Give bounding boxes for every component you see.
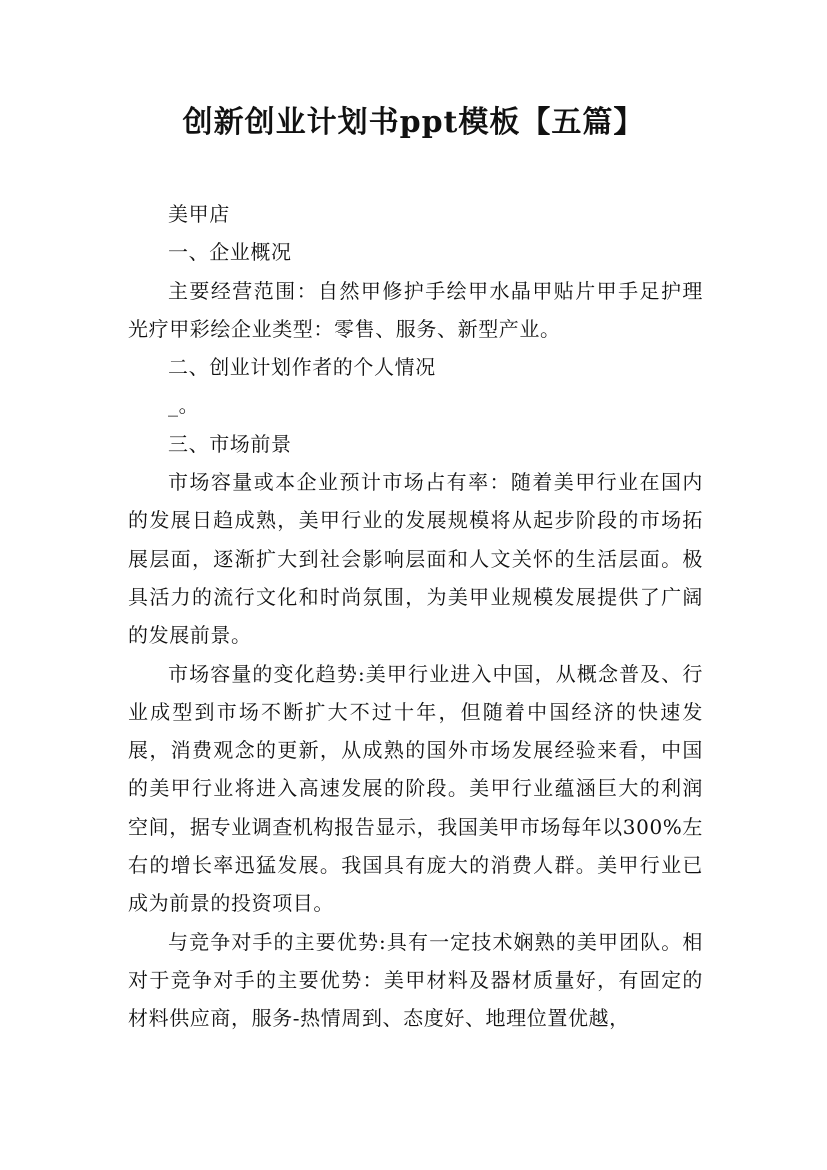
heading-shop-name: 美甲店 [168,202,230,226]
paragraph-author-placeholder: _。 [168,393,200,418]
document-body [128,195,703,1038]
paragraph-business-scope: 主要经营范围：自然甲修护手绘甲水晶甲贴片甲手足护理光疗甲彩绘企业类型：零售、服务、新型产业。 [128,278,703,341]
paragraph-market-share: 市场容量或本企业预计市场占有率：随着美甲行业在国内的发展日趋成熟，美甲行业的发展规模将从起步阶段的市场拓展层面，逐渐扩大到社会影响层面和人文关怀的生活层面。极具活力的流行文化和时尚氛围，为美甲业规模发展提供了广阔的发展前景。 [128,470,703,648]
paragraph-market-trend: 市场容量的变化趋势:美甲行业进入中国，从概念普及、行业成型到市场不断扩大不过十年，但随着中国经济的快速发展，消费观念的更新，从成熟的国外市场发展经验来看，中国的美甲行业将进入高速发展的阶段。美甲行业蕴涵巨大的利润空间，据专业调查机构报告显示，我国美甲市场每年以300%左右的增长率迅猛发展。我国具有庞大的消费人群。美甲行业已成为前景的投资项目。 [128,661,703,916]
section-heading-author-info: 二、创业计划作者的个人情况 [168,355,436,380]
section-heading-market-outlook: 三、市场前景 [168,431,292,456]
paragraph-competitive-advantage: 与竞争对手的主要优势:具有一定技术娴熟的美甲团队。相对于竞争对手的主要优势：美甲材料及器材质量好，有固定的材料供应商，服务-热情周到、态度好、地理位置优越， [128,929,703,1031]
document-title: 创新创业计划书ppt模板【五篇】 [182,105,645,140]
section-heading-company-overview: 一、企业概况 [168,240,292,265]
